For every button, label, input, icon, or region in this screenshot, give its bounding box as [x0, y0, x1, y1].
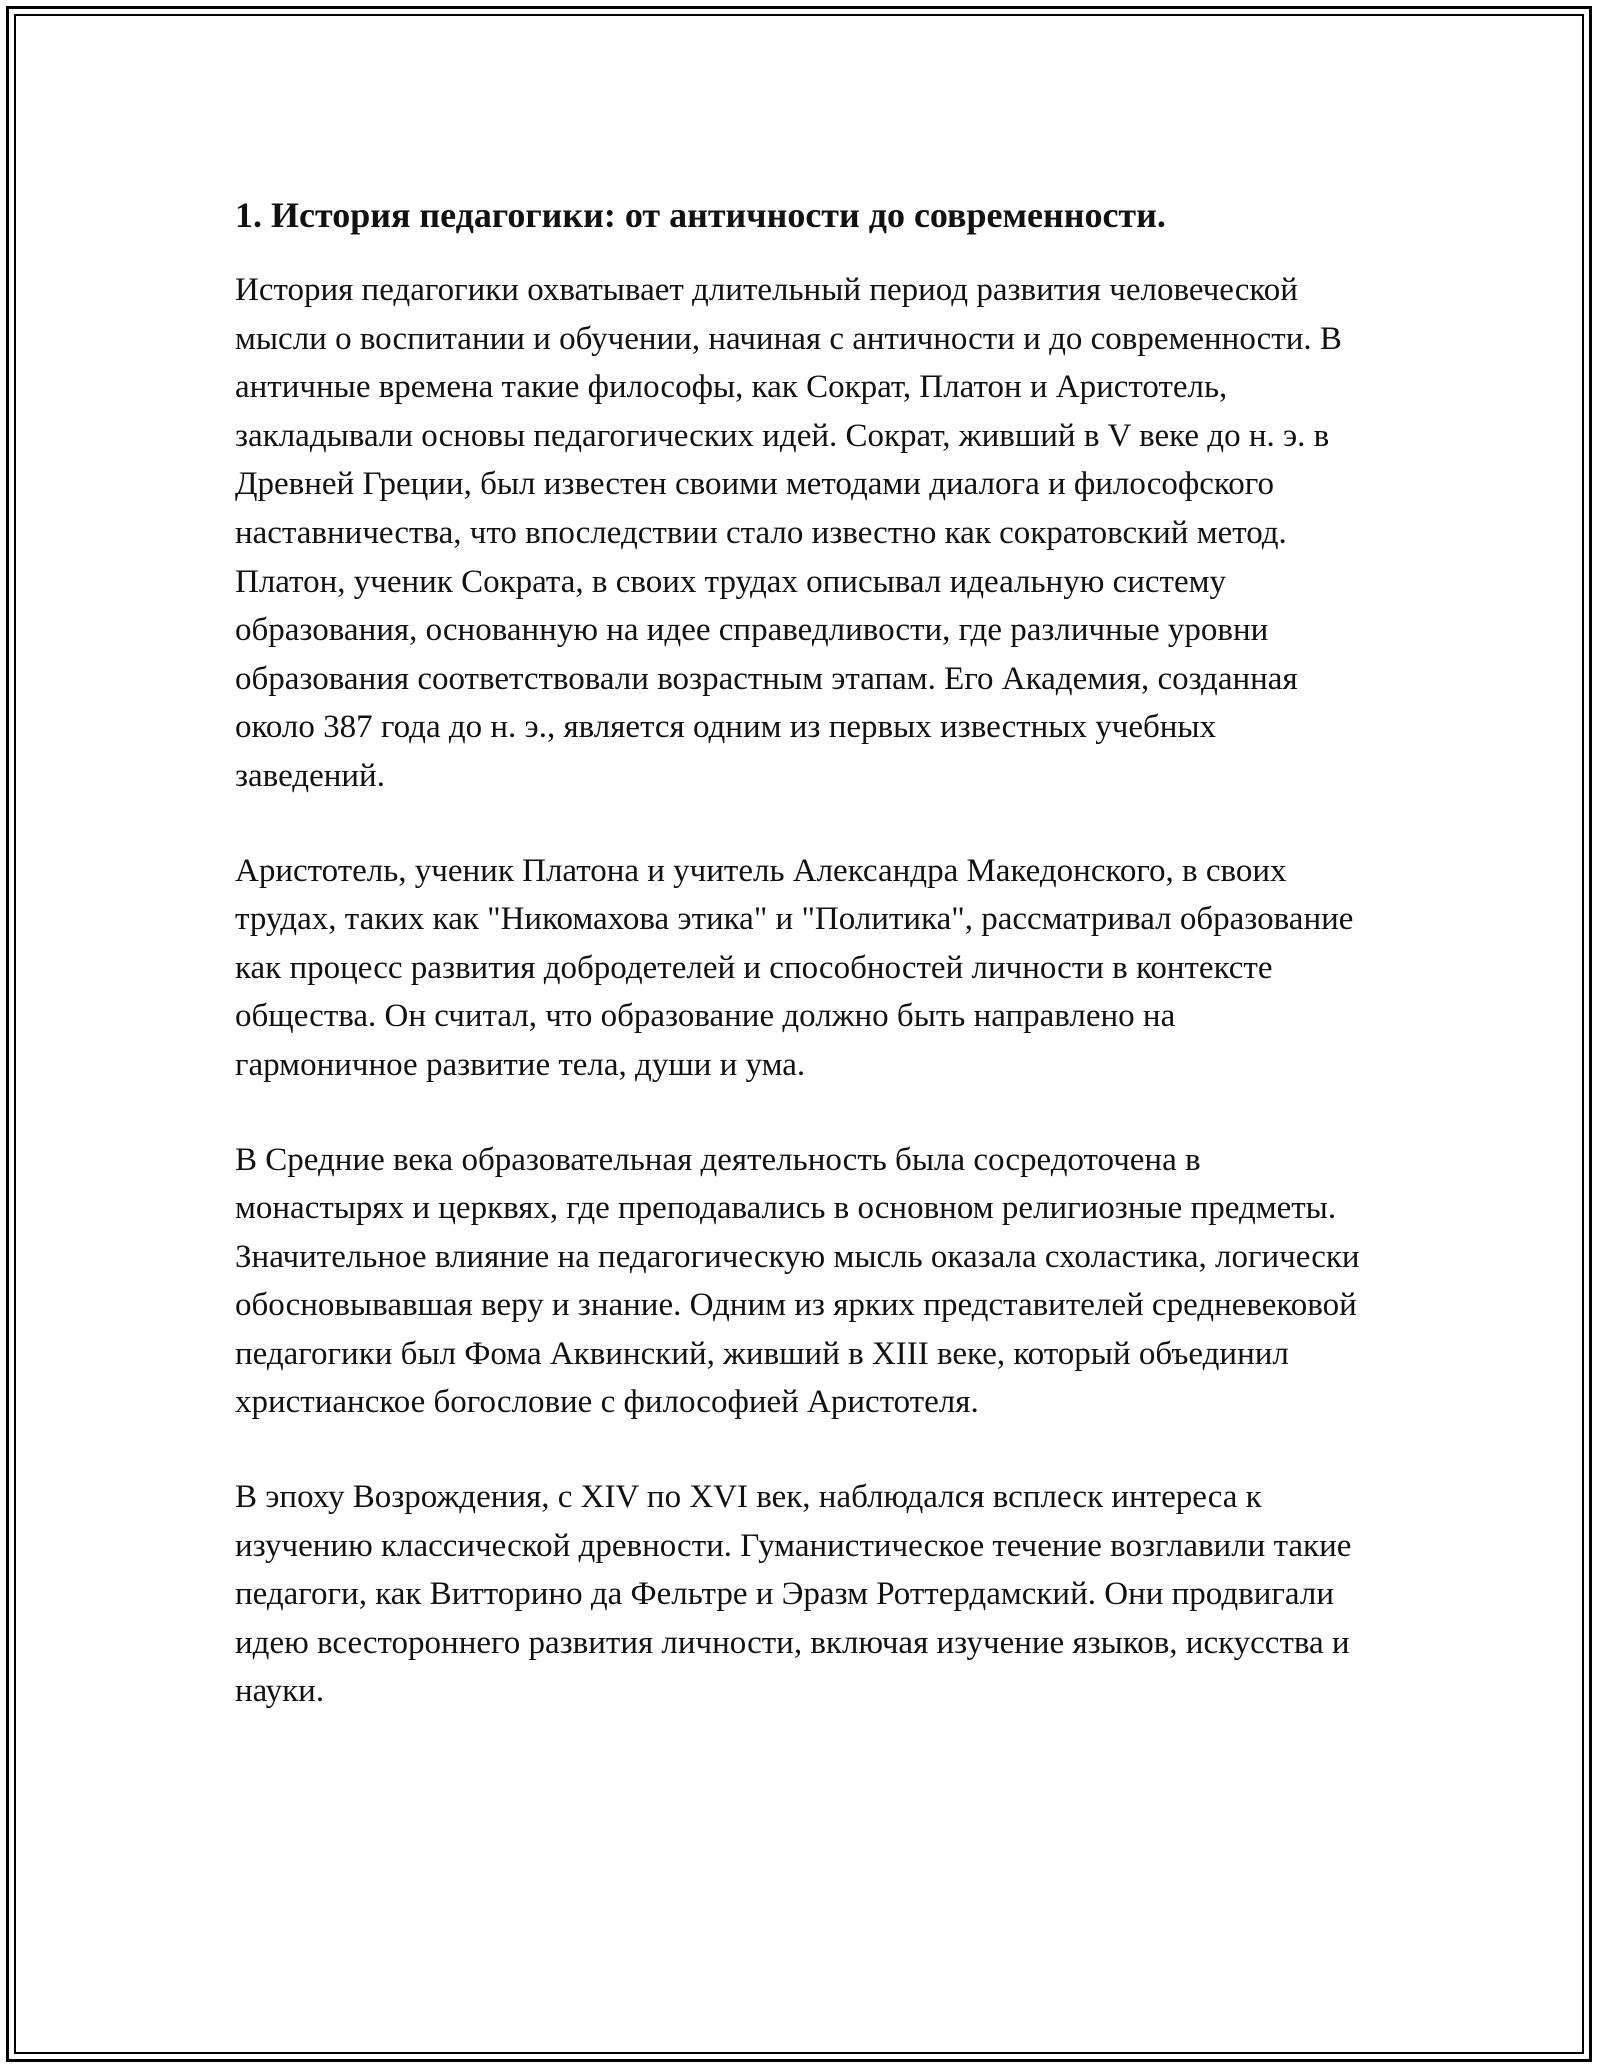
paragraph-aristotle: Аристотель, ученик Платона и учитель Александра Македонского, в своих трудах, таких как "Никомахова этика" и "Политика", рассматривал образование как процесс развития добродетелей и способностей личности в контексте общества. Он считал, что образование должно быть направлено на гармоничное развитие тела, души и ума. [235, 852, 1354, 1083]
section-heading: 1. История педагогики: от античности до современности. [235, 195, 1166, 235]
paragraph-antiquity: История педагогики охватывает длительный период развития человеческой мысли о воспитании и обучении, начиная с античности и до современности. В античные времена такие философы, как Сократ, Платон и Аристотель, закладывали основы педагогических идей. Сократ, живший в V веке до н. э. в Древней Греции, был известен своими методами диалога и философского наставничества, что впоследствии стало известно как сократовский метод. Платон, ученик Сократа, в своих трудах описывал идеальную систему образования, основанную на идее справедливости, где различные уровни образования соответствовали возрастным этапам. Его Академия, созданная около 387 года до н. э., является одним из первых известных учебных заведений. [235, 272, 1342, 794]
paragraph-middle-ages: В Средние века образовательная деятельность была сосредоточена в монастырях и церквях, где преподавались в основном религиозные предметы. Значительное влияние на педагогическую мысль оказала схоластика, логически обосновывавшая веру и знание. Одним из ярких представителей средневековой педагогики был Фома Аквинский, живший в XIII веке, который объединил христианское богословие с философией Аристотеля. [235, 1141, 1360, 1421]
document-body [235, 188, 1365, 1762]
paragraph-renaissance: В эпоху Возрождения, с XIV по XVI век, наблюдался всплеск интереса к изучению классической древности. Гуманистическое течение возглавили такие педагоги, как Витторино да Фельтре и Эразм Роттердамский. Они продвигали идею всестороннего развития личности, включая изучение языков, искусства и науки. [235, 1479, 1352, 1710]
